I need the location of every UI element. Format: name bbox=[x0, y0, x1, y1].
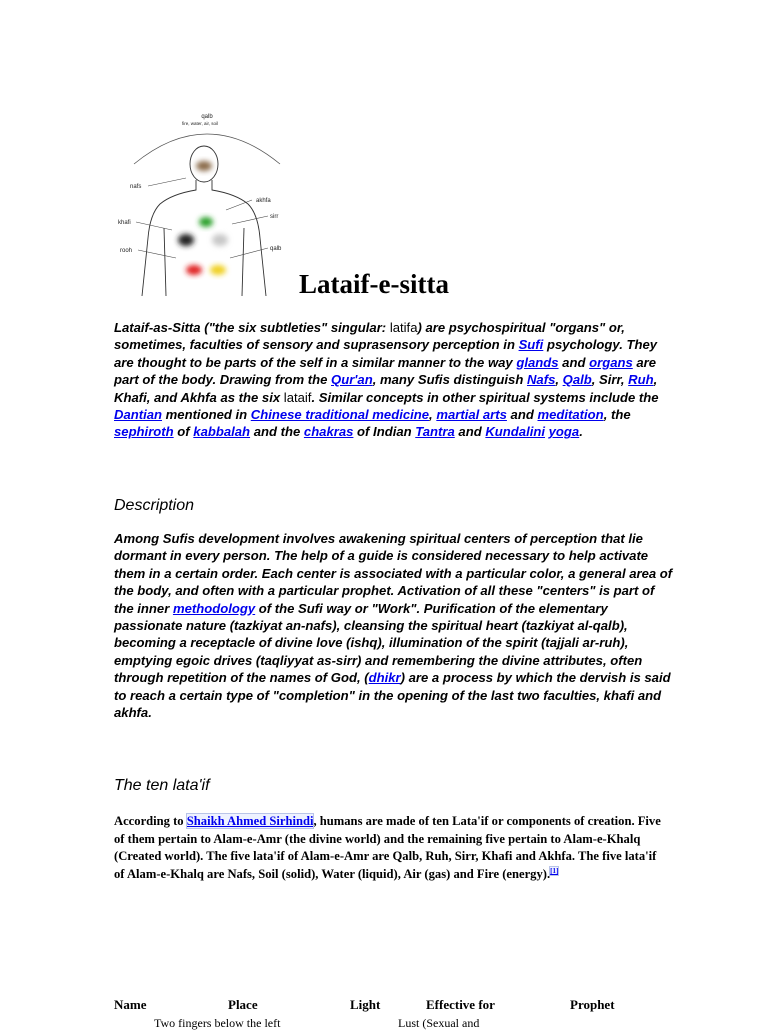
description-text: Among Sufis development involves awakening spiritual centers of perception that lie dormant in every person. The help of a guide is considered necessary to help activate them in a certain order. Each center is associated with a particular color, a general area of the body, and often with a particular prophet. Activation of all these "centers" is part of the inner bbox=[114, 531, 673, 616]
link-yoga[interactable]: yoga bbox=[548, 424, 580, 440]
table-header-prophet: Prophet bbox=[570, 997, 615, 1012]
rooh-blob bbox=[186, 265, 202, 275]
link-dhikr[interactable]: dhikr bbox=[368, 670, 401, 686]
intro-text: and bbox=[454, 424, 486, 440]
link-kundalini[interactable]: Kundalini bbox=[485, 424, 545, 440]
qalb-blob bbox=[210, 265, 226, 275]
page-title: Lataif-e-sitta bbox=[299, 269, 449, 299]
sirr-blob bbox=[212, 234, 228, 246]
link-methodology[interactable]: methodology bbox=[172, 600, 256, 616]
ten-lataif-text: According to bbox=[114, 814, 187, 828]
intro-text: , Sirr, bbox=[591, 372, 629, 388]
link-glands[interactable]: glands bbox=[516, 354, 559, 370]
intro-paragraph bbox=[114, 319, 674, 441]
description-paragraph bbox=[114, 530, 674, 721]
intro-text: latifa bbox=[389, 320, 418, 335]
table-header-place: Place bbox=[228, 997, 258, 1012]
table-header-light: Light bbox=[350, 997, 381, 1012]
intro-text: lataif bbox=[283, 389, 312, 405]
link-dantian[interactable]: Dantian bbox=[114, 407, 163, 423]
khafi-blob bbox=[178, 234, 194, 246]
table-cell-place: Two fingers below the left bbox=[154, 1016, 281, 1030]
reference-link-1[interactable]: [1] bbox=[550, 866, 559, 875]
link-quran[interactable]: Qur'an bbox=[331, 372, 373, 388]
figure-label-top-sub: fire, water, air, soil bbox=[181, 121, 219, 126]
link-chakras[interactable]: chakras bbox=[303, 424, 354, 440]
table-header-name: Name bbox=[114, 997, 147, 1012]
link-qalb[interactable]: Qalb bbox=[562, 372, 592, 388]
intro-text: , bbox=[429, 407, 437, 423]
section-heading-description: Description bbox=[114, 497, 195, 514]
link-kabbalah[interactable]: kabbalah bbox=[193, 424, 251, 440]
akhfa-blob bbox=[199, 217, 213, 227]
intro-text: and the bbox=[250, 424, 304, 440]
intro-text: and bbox=[558, 354, 590, 370]
intro-text: , bbox=[555, 372, 563, 388]
table-cell-effective-for: Lust (Sexual and bbox=[398, 1016, 480, 1030]
aura-arc bbox=[134, 134, 280, 164]
intro-text: and bbox=[506, 407, 538, 423]
ten-lataif-text: , humans are made of ten Lata'if or components of creation. Five of them pertain to Alam-e-Amr (the divine world) and the remaining five pertain to Alam-e-Khalq (Created world). The five lata'if of Alam-e-Amr are Qalb, Ruh, Sirr, Khafi and Akhfa. The five lata'if of Alam-e-Khalq are Nafs, Soil (solid), Water (liquid), Air (gas) and Fire (energy). bbox=[114, 814, 661, 881]
intro-text: of bbox=[173, 424, 194, 440]
link-sephiroth[interactable]: sephiroth bbox=[114, 424, 174, 440]
intro-text: , the bbox=[603, 407, 631, 423]
lataif-body-diagram bbox=[112, 108, 302, 298]
figure-label-top: qalb bbox=[201, 114, 213, 120]
link-tantra[interactable]: Tantra bbox=[415, 424, 455, 440]
figure-label-akhfa: akhfa bbox=[256, 198, 271, 204]
lataif-table-header bbox=[0, 995, 768, 1017]
nafs-blob bbox=[196, 161, 212, 171]
link-meditation[interactable]: meditation bbox=[537, 407, 604, 423]
intro-text: are part of the body. Drawing from the bbox=[114, 354, 657, 388]
intro-text: . Similar concepts in other spiritual systems include the bbox=[311, 389, 659, 405]
link-chinese-traditional-medicine[interactable]: Chinese traditional medicine bbox=[250, 407, 430, 423]
link-nafs[interactable]: Nafs bbox=[526, 372, 556, 388]
intro-text: Lataif-as-Sitta ("the six subtleties" singular: bbox=[114, 320, 390, 335]
link-sufi[interactable]: Sufi bbox=[518, 337, 544, 353]
figure-label-qalb: qalb bbox=[270, 246, 282, 252]
description-text: of the Sufi way or "Work". Purification of the elementary passionate nature (tazkiyat an-nafs), cleansing the spiritual heart (tazkiyat al-qalb), becoming a receptacle of divine love (ishq), illumination of the spirit (tajjali ar-ruh), emptying egoic drives (taqliyyat as-sirr) and remembering the divine attributes, often through repetition of the names of God, ( bbox=[114, 600, 643, 686]
intro-text: psychology. They are thought to be parts of the self in a similar manner to the way bbox=[114, 337, 658, 370]
intro-text: , many Sufis distinguish bbox=[372, 372, 527, 388]
section-heading-ten-lataif: The ten lata'if bbox=[114, 777, 210, 794]
link-martial-arts[interactable]: martial arts bbox=[436, 407, 507, 423]
ten-lataif-paragraph bbox=[114, 813, 664, 883]
figure-label-sirr: sirr bbox=[270, 214, 279, 220]
intro-text: . bbox=[579, 424, 583, 440]
figure-label-khafi: khafi bbox=[118, 220, 131, 226]
description-text: ) are a process by which the dervish is said to reach a certain type of "completion" in the opening of the last two faculties, khafi and akhfa. bbox=[114, 670, 671, 721]
figure-label-nafs: nafs bbox=[130, 184, 142, 190]
intro-text: , Khafi, and Akhfa as the six bbox=[114, 372, 658, 405]
lataif-figure-svg bbox=[112, 108, 302, 298]
intro-text: ) are psychospiritual "organs" or, sometimes, faculties of sensory and suprasensory perception in bbox=[114, 320, 625, 353]
intro-text: of Indian bbox=[353, 424, 416, 440]
table-header-effective-for: Effective for bbox=[426, 997, 495, 1012]
figure-label-rooh: rooh bbox=[120, 248, 133, 254]
link-organs[interactable]: organs bbox=[589, 354, 633, 370]
link-shaikh-ahmed-sirhindi[interactable]: Shaikh Ahmed Sirhindi bbox=[186, 814, 314, 828]
intro-text: mentioned in bbox=[162, 407, 251, 423]
link-ruh[interactable]: Ruh bbox=[628, 372, 654, 388]
